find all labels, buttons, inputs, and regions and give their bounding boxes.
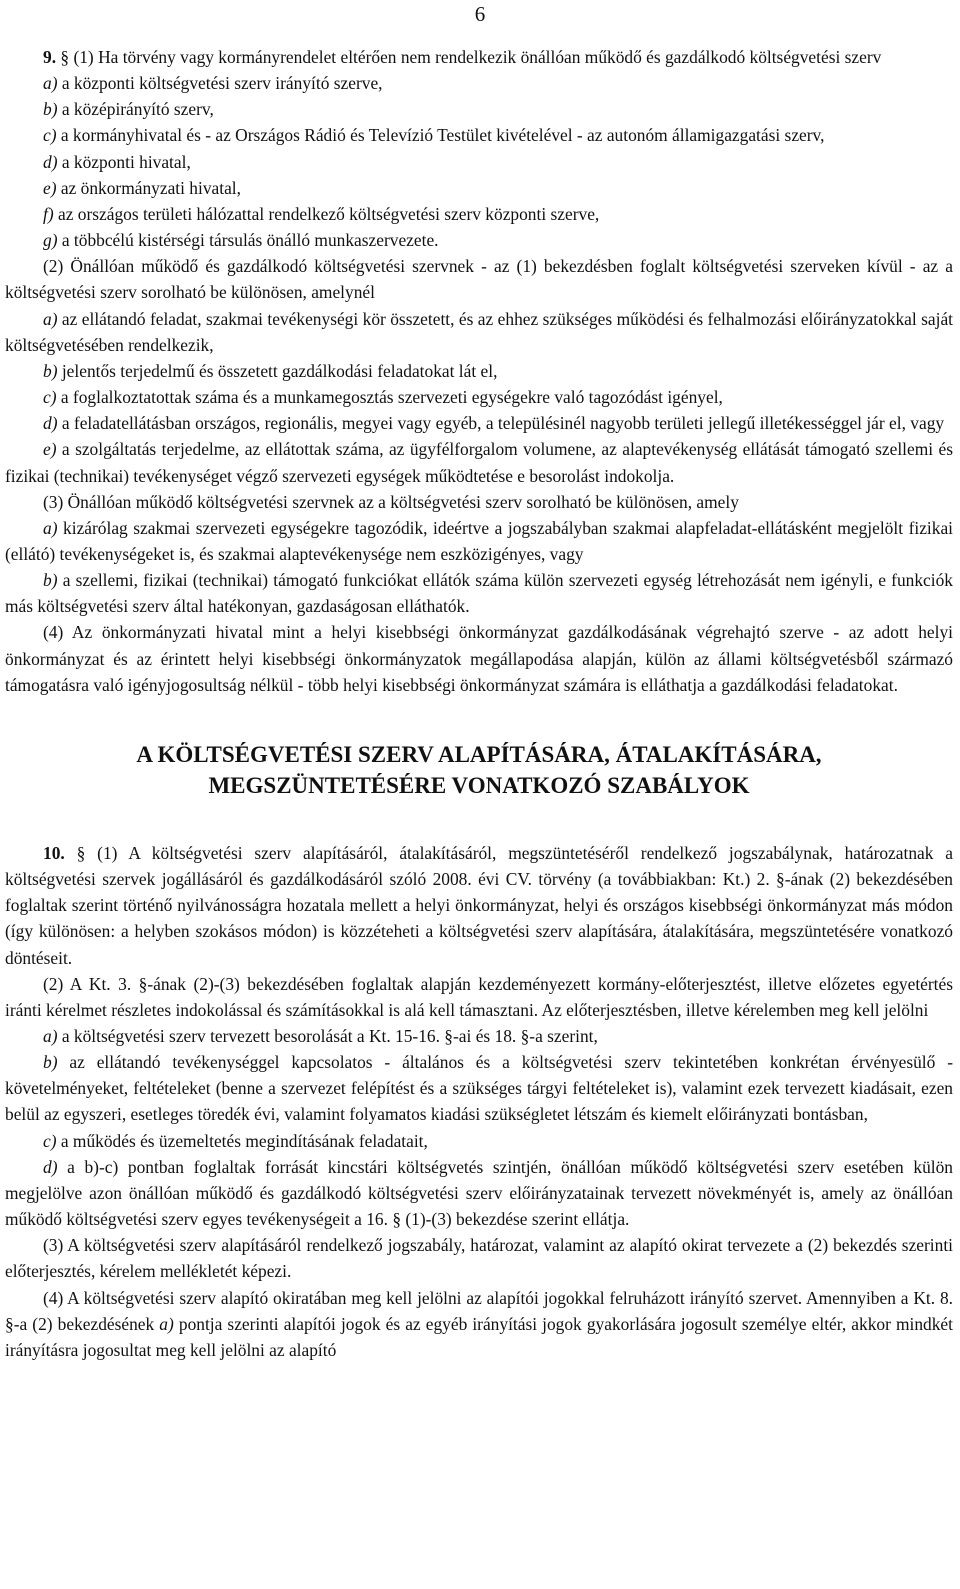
item-text: a kormányhivatal és - az Országos Rádió és Televízió Testület kivételével - az autonóm államigazgatási szerv, [56,125,825,146]
item-marker: d) [43,151,58,172]
paragraph-text: pontja szerinti alapítói jogok és az egyéb irányítási jogok gyakorlására jogosult személye eltér, akkor mindkét irányításra jogosultat meg kell jelölni az alapító [5,1313,953,1360]
list-item [5,358,953,384]
item-text: a költségvetési szerv tervezett besorolását a Kt. 15-16. §-ai és 18. §-a szerint, [57,1026,598,1046]
item-marker: c) [43,125,57,146]
list-item [5,384,953,410]
item-text: a központi költségvetési szerv irányító szerve, [57,73,383,94]
section-10-paragraph-4 [5,1285,953,1363]
item-text: a központi hivatal, [57,151,191,172]
section-heading [5,739,953,801]
item-text: jelentős terjedelmű és összetett gazdálkodási feladatokat lát el, [57,360,498,381]
list-item [5,306,953,358]
list-item [5,1154,953,1232]
list-item [5,70,953,96]
item-marker: b) [43,1052,58,1073]
list-item [5,201,953,227]
section-number: 9. [43,47,57,67]
item-text: a foglalkoztatottak száma és a munkamegosztás szervezeti egységekre való tagozódást igényel, [56,387,723,408]
list-item [5,515,953,567]
section-number: 10. [43,842,65,863]
item-marker: a) [159,1313,174,1334]
item-marker: b) [43,99,58,120]
item-text: a szellemi, fizikai (technikai) támogató funkciókat ellátók száma külön szervezeti egység létrehozását nem igényli, e funkciók más költségvetési szerv által hatékonyan, gazdaságosan elláthatók. [5,570,953,617]
item-marker: a) [43,517,58,538]
heading-line-2: MEGSZÜNTETÉSÉRE VONATKOZÓ SZABÁLYOK [208,772,750,798]
paragraph-text: § (1) Ha törvény vagy kormányrendelet eltérően nem rendelkezik önállóan működő és gazdálkodó költségvetési szerv [56,47,882,67]
paragraph-text: § (1) A költségvetési szerv alapításáról, átalakításáról, megszüntetéséről rendelkező jogszabálynak, határozatnak a költségvetési szervek jogállásáról és gazdálkodásáról szóló 2008. évi CV. törvény (a továbbiakban: Kt.) 2. §-ának (2) bekezdésében foglaltak szerint történő nyilvánosságra hozatala mellett a helyi önkormányzat, helyi és országos kisebbségi önkormányzat más módon (így különösen: a helyben szokásos módon) is közzéteheti a költségvetési szerv alapítására, átalakítására, megszüntetésére vonatkozó döntéseit. [5,842,953,968]
item-text: az ellátandó tevékenységgel kapcsolatos - általános és a költségvetési szerv tekintetében konkrétan érvényesülő - követelményeket, feltételeket (benne a szervezet felépítést és a szükséges tárgyi feltételeket is), valamint ezek tervezett kiadásait, ezen belül az egyszeri, esetleges töredék évi, valamint folyamatos kiadási szükségletet létszám és kiemelt előirányzati bontásban, [5,1052,953,1125]
section-10-paragraph-1 [5,840,953,971]
list-item [5,96,953,122]
section-9-paragraph-2: (2) Önállóan működő és gazdálkodó költségvetési szervnek - az (1) bekezdésben foglalt költségvetési szerveken kívül - az a költségvetési szerv sorolható be különösen, amelynél [5,256,953,303]
section-10 [5,840,953,1363]
item-marker: b) [43,360,58,381]
item-text: az önkormányzati hivatal, [56,177,241,198]
paragraph-text: (4) A költségvetési szerv alapító okiratában meg kell jelölni az alapítói jogokkal felruházott irányító szervet. Amennyiben a Kt. 8. §-a (2) bekezdésének [5,1287,953,1334]
list-item [5,122,953,148]
item-marker: c) [43,1130,57,1151]
list-item [5,1049,953,1127]
section-9-paragraph-1 [5,44,953,70]
item-marker: d) [43,1156,58,1177]
list-item [5,410,953,436]
page-number: 6 [474,2,486,26]
list-item [5,436,953,488]
section-9-paragraph-3: (3) Önállóan működő költségvetési szervnek az a költségvetési szerv sorolható be különösen, amely [43,491,739,512]
item-text: a működés és üzemeltetés megindításának feladatait, [56,1130,428,1151]
item-marker: a) [43,1026,58,1046]
list-item [5,227,953,253]
item-text: a feladatellátásban országos, regionális, megyei vagy egyéb, a településinél nagyobb területi jellegű illetékességgel jár el, vagy [57,413,945,434]
item-text: az országos területi hálózattal rendelkező költségvetési szerv központi szerve, [53,203,600,224]
item-marker: e) [43,439,57,460]
section-10-paragraph-2: (2) A Kt. 3. §-ának (2)-(3) bekezdésében foglaltak alapján kezdeményezett kormány-előterjesztést, illetve előzetes egyetértés iránti kérelmet részletes indokolással és számításokkal is alá kell támasztani. Az előterjesztésben, illetve kérelemben meg kell jelölni [5,973,953,1020]
item-text: a szolgáltatás terjedelme, az ellátottak száma, az ügyfélforgalom volumene, az alaptevékenység ellátását támogató szellemi és fizikai (technikai) tevékenységet végző szervezeti egységek működtetése e besorolást indokolja. [5,439,953,486]
item-text: az ellátandó feladat, szakmai tevékenységi kör összetett, és az ehhez szükséges működési és felhalmozási előirányzatokkal saját költségvetésében rendelkezik, [5,308,953,355]
section-9-paragraph-4: (4) Az önkormányzati hivatal mint a helyi kisebbségi önkormányzat gazdálkodásának végrehajtó szerve - az adott helyi önkormányzat és az érintett helyi kisebbségi önkormányzatok megállapodása alapján, külön az állami költségvetésből származó támogatásra való igényjogosultság nélkül - több helyi kisebbségi önkormányzat számára is elláthatja a gazdálkodási feladatokat. [5,622,953,695]
list-item [5,1128,953,1154]
item-marker: a) [43,73,58,94]
item-marker: c) [43,387,57,408]
item-marker: b) [43,570,58,591]
section-9 [5,44,953,698]
item-text: a b)-c) pontban foglaltak forrását kincstári költségvetés szintjén, önállóan működő költségvetési szerv esetében külön megjelölve azon önállóan működő és gazdálkodó költségvetési szerv előirányzatainak tervezett növekményét is, amely az önállóan működő költségvetési szerv egyes tevékenységeit a 16. § (1)-(3) bekezdése szerint ellátja. [5,1156,953,1230]
item-marker: a) [43,308,58,329]
item-marker: d) [43,413,58,434]
item-text: a középirányító szerv, [57,99,214,120]
document-body [5,44,953,1363]
item-marker: g) [43,230,58,251]
item-marker: e) [43,177,57,198]
list-item [5,567,953,619]
item-marker: f) [43,203,54,224]
item-text: a többcélú kistérségi társulás önálló munkaszervezete. [57,230,439,251]
section-10-paragraph-3: (3) A költségvetési szerv alapításáról rendelkező jogszabály, határozat, valamint az alapító okirat tervezete a (2) bekezdés szerinti előterjesztés, kérelem mellékletét képezi. [5,1235,953,1282]
list-item [5,175,953,201]
heading-line-1: A KÖLTSÉGVETÉSI SZERV ALAPÍTÁSÁRA, ÁTALAKÍTÁSÁRA, [136,741,822,767]
list-item [5,1023,953,1049]
item-text: kizárólag szakmai szervezeti egységekre tagozódik, ideértve a jogszabályban szakmai alapfeladat-ellátásként megjelölt fizikai (ellátó) tevékenységeket is, és szakmai alaptevékenysége nem eszközigényes, vagy [5,517,953,564]
list-item [5,149,953,175]
